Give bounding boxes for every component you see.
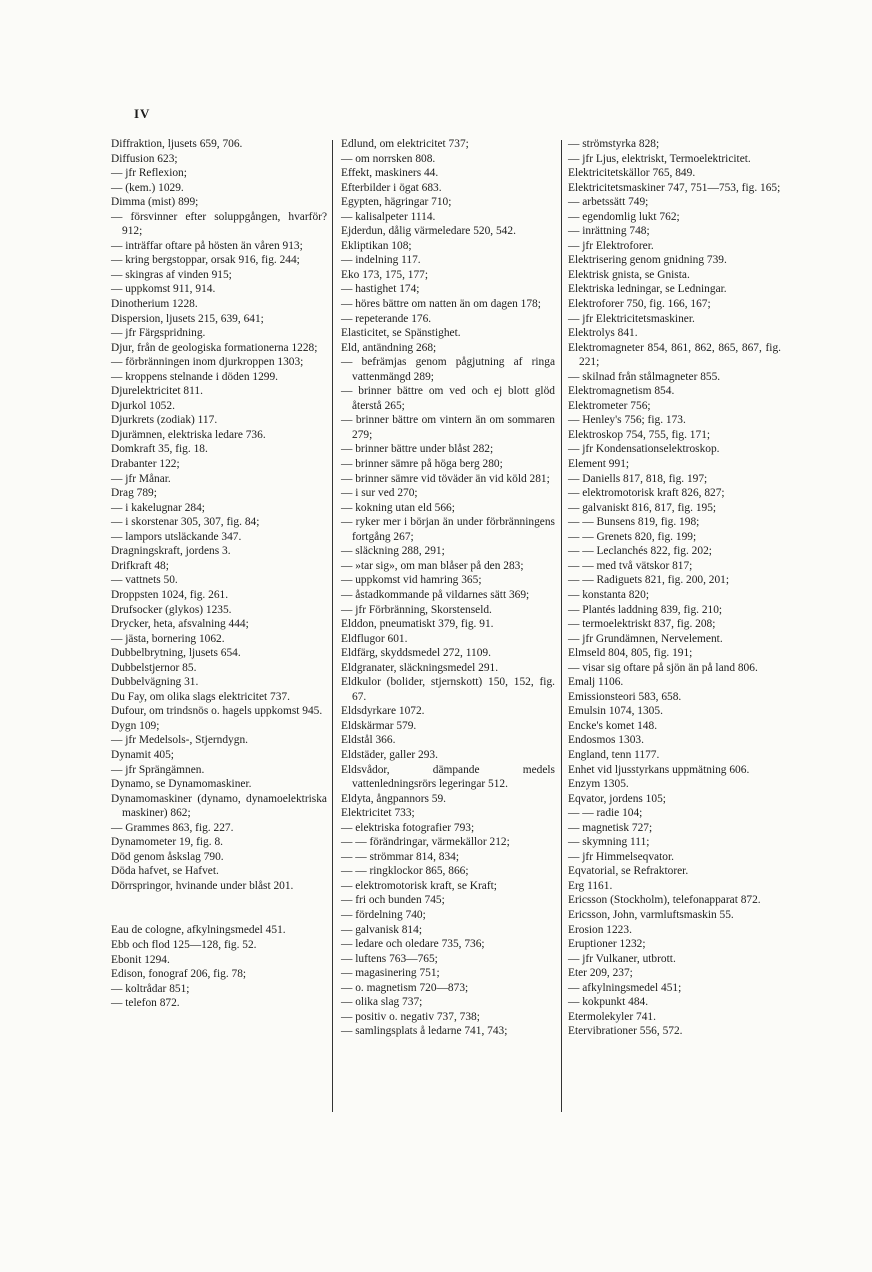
index-entry: Drufsocker (glykos) 1235. (111, 603, 232, 616)
index-entry: — kring bergstoppar, orsak 916, fig. 244; (111, 254, 300, 267)
index-entry: Eqvatorial, se Refraktorer. (568, 865, 689, 878)
index-entry: Diffraktion, ljusets 659, 706. (111, 138, 243, 150)
index-entry: — kroppens stelnande i döden 1299. (111, 370, 279, 383)
index-entry: Effekt, maskiners 44. (341, 167, 439, 180)
index-entry: — höres bättre om natten än om dagen 178; (341, 298, 541, 311)
index-entry: — brinner bättre om vintern än om sommaren 279; (341, 414, 555, 441)
index-entry: Eldsdyrkare 1072. (341, 705, 425, 718)
index-entry: — kokpunkt 484. (568, 996, 649, 1009)
index-entry: Elektrisering genom gnidning 739. (568, 254, 727, 267)
index-entry: — jfr Månar. (111, 472, 171, 485)
index-entry: England, tenn 1177. (568, 748, 660, 761)
index-entry: Emulsin 1074, 1305. (568, 705, 663, 718)
index-entry: Enzym 1305. (568, 778, 629, 791)
column-rule (561, 140, 562, 1112)
index-entry: — galvaniskt 816, 817, fig. 195; (568, 501, 717, 514)
index-entry: Enhet vid ljusstyrkans uppmätning 606. (568, 763, 750, 776)
index-entry: — förbränningen inom djurkroppen 1303; (111, 356, 304, 369)
index-entry: — jfr Reflexion; (111, 167, 187, 180)
index-entry: — magnetisk 727; (568, 821, 653, 834)
index-entry: — »tar sig», om man blåser på den 283; (341, 559, 524, 572)
index-entry: — fördelning 740; (341, 908, 426, 921)
index-entry: — inträffar oftare på hösten än våren 913; (111, 239, 303, 252)
index-entry: — befrämjas genom pågjutning af ringa vattenmängd 289; (341, 356, 555, 383)
index-entry: — repeterande 176. (341, 312, 432, 325)
index-entry: Eldyta, ångpannors 59. (341, 792, 447, 805)
index-entry: Elektromagneter 854, 861, 862, 865, 867, fig. 221; (568, 341, 781, 369)
index-entry: Drifkraft 48; (111, 559, 169, 572)
index-entry: — hastighet 174; (341, 283, 420, 296)
index-entry: — — Radiguets 821, fig. 200, 201; (568, 574, 730, 587)
index-entry: — vattnets 50. (111, 574, 178, 587)
index-entry: Dörrspringor, hvinande under blåst 201. (111, 879, 294, 892)
index-entry: Eau de cologne, afkylningsmedel 451. (111, 924, 286, 937)
index-entry: — brinner bättre under blåst 282; (341, 443, 494, 456)
index-entry: Dygn 109; (111, 719, 160, 732)
index-entry: Elektrometer 756; (568, 399, 651, 412)
index-entry: — konstanta 820; (568, 588, 649, 601)
index-entry: Eld, antändning 268; (341, 341, 437, 354)
index-entry: Elektricitetskällor 765, 849. (568, 167, 696, 180)
index-entry: Dimma (mist) 899; (111, 196, 199, 209)
index-entry: Edlund, om elektricitet 737; (341, 138, 469, 150)
index-entry: Elektrisk gnista, se Gnista. (568, 268, 690, 281)
index-entry: — brinner bättre om ved och ej blott glöd återstå 265; (341, 385, 555, 412)
index-entry: Elasticitet, se Spänstighet. (341, 327, 461, 340)
index-entry: — uppkomst vid hamring 365; (341, 574, 482, 587)
index-entry: Ebb och flod 125—128, fig. 52. (111, 938, 257, 951)
index-entry: — — strömmar 814, 834; (341, 850, 460, 863)
index-entry: — galvanisk 814; (341, 923, 422, 936)
index-entry: — skymning 111; (568, 836, 650, 849)
index-entry: — brinner sämre på höga berg 280; (341, 458, 503, 471)
index-entry: — Plantés laddning 839, fig. 210; (568, 603, 723, 616)
index-entry: Dubbelvägning 31. (111, 676, 199, 689)
index-entry: Ekliptikan 108; (341, 239, 412, 252)
index-entry: — afkylningsmedel 451; (568, 981, 682, 994)
index-entry: — egendomlig lukt 762; (568, 210, 680, 223)
index-entry: Efterbilder i ögat 683. (341, 181, 442, 194)
index-entry: Ericsson (Stockholm), telefonapparat 872. (568, 894, 761, 907)
index-entry: Eldflugor 601. (341, 632, 408, 645)
index-entry: — o. magnetism 720—873; (341, 981, 469, 994)
index-entry: — jfr Elektroforer. (568, 239, 654, 252)
index-entry: — skingras af vinden 915; (111, 268, 232, 281)
index-entry: — jfr Förbränning, Skorstenseld. (341, 603, 492, 616)
index-entry: — magasinering 751; (341, 967, 440, 980)
index-entry: Etermolekyler 741. (568, 1010, 656, 1023)
index-entry: — positiv o. negativ 737, 738; (341, 1010, 480, 1023)
index-entry: — om norrsken 808. (341, 152, 436, 165)
index-entry: Elektricitet 733; (341, 807, 415, 820)
index-entry: — arbetssätt 749; (568, 196, 649, 209)
index-entry: — elektromotorisk kraft, se Kraft; (341, 879, 497, 892)
index-entry: Eter 209, 237; (568, 967, 633, 980)
index-entry: — jfr Elektricitetsmaskiner. (568, 312, 695, 325)
index-entry: — jfr Ljus, elektriskt, Termoelektricitet. (568, 152, 751, 165)
index-entry: — jfr Grundämnen, Nervelement. (568, 632, 723, 645)
index-column-3 (568, 137, 781, 1039)
index-entry: — luftens 763—765; (341, 952, 438, 965)
index-entry: Elddon, pneumatiskt 379, fig. 91. (341, 618, 494, 631)
index-entry: Djurämnen, elektriska ledare 736. (111, 428, 266, 441)
index-entry: Elektrolys 841. (568, 327, 638, 340)
index-entry: — — med två vätskor 817; (568, 559, 693, 572)
index-entry: Eldfärg, skyddsmedel 272, 1109. (341, 647, 491, 660)
index-entry: Etervibrationer 556, 572. (568, 1025, 683, 1038)
index-entry: Drag 789; (111, 487, 157, 500)
index-entry: — termoelektriskt 837, fig. 208; (568, 618, 716, 631)
index-entry: — släckning 288, 291; (341, 545, 445, 558)
index-entry: — indelning 117. (341, 254, 421, 267)
index-entry: Dubbelstjernor 85. (111, 661, 197, 674)
index-entry: Diffusion 623; (111, 152, 178, 165)
index-entry: — samlingsplats å ledarne 741, 743; (341, 1025, 508, 1038)
column-rule (332, 140, 333, 1112)
index-entry: Domkraft 35, fig. 18. (111, 443, 208, 456)
index-entry: Djur, från de geologiska formationerna 1228; (111, 341, 318, 354)
index-entry: — jfr Sprängämnen. (111, 763, 205, 776)
index-entry: — koltrådar 851; (111, 982, 190, 995)
index-entry: — Daniells 817, 818, fig. 197; (568, 472, 708, 485)
index-column-2 (341, 137, 555, 1039)
index-entry: Ericsson, John, varmluftsmaskin 55. (568, 908, 734, 921)
index-entry: — åstadkommande på vildarnes sätt 369; (341, 588, 530, 601)
index-entry: Dispersion, ljusets 215, 639, 641; (111, 312, 264, 325)
index-entry: Djurkrets (zodiak) 117. (111, 414, 218, 427)
index-entry: Dragningskraft, jordens 3. (111, 545, 231, 558)
index-entry: — jfr Vulkaner, utbrott. (568, 952, 676, 965)
index-entry: Djurelektricitet 811. (111, 385, 203, 398)
index-column-1 (111, 137, 327, 1011)
index-entry: Dynamometer 19, fig. 8. (111, 836, 223, 849)
index-entry: — telefon 872. (111, 997, 180, 1010)
index-entry: Endosmos 1303. (568, 734, 644, 747)
index-entry: Erg 1161. (568, 879, 613, 892)
index-entry: — visar sig oftare på sjön än på land 806. (568, 661, 758, 674)
index-entry: Eqvator, jordens 105; (568, 792, 666, 805)
index-entry: Dinotherium 1228. (111, 298, 198, 311)
index-entry: Elmseld 804, 805, fig. 191; (568, 647, 693, 660)
index-entry: — lampors utsläckande 347. (111, 530, 242, 543)
index-entry: — Henley's 756; fig. 173. (568, 414, 686, 427)
index-entry: Elektromagnetism 854. (568, 385, 675, 398)
index-entry: Ebonit 1294. (111, 953, 170, 966)
index-entry: — försvinner efter soluppgången, hvarför? 912; (111, 210, 327, 238)
index-entry: Egypten, hägringar 710; (341, 196, 452, 209)
index-entry: — — Grenets 820, fig. 199; (568, 530, 697, 543)
index-entry: — elektriska fotografier 793; (341, 821, 475, 834)
index-entry: — — Leclanchés 822, fig. 202; (568, 545, 712, 558)
index-entry: — i kakelugnar 284; (111, 501, 205, 514)
index-entry: — — Bunsens 819, fig. 198; (568, 516, 700, 529)
index-entry: Eldkulor (bolider, stjernskott) 150, 152, fig. 67. (341, 676, 555, 703)
page-number: IV (134, 106, 151, 121)
index-entry: — kokning utan eld 566; (341, 501, 455, 514)
index-entry: Eldgranater, släckningsmedel 291. (341, 661, 499, 674)
index-entry: Du Fay, om olika slags elektricitet 737. (111, 690, 290, 703)
index-entry: — jfr Kondensationselektroskop. (568, 443, 720, 456)
index-entry: Dynamo, se Dynamomaskiner. (111, 778, 252, 791)
index-entry: — jfr Färgspridning. (111, 327, 206, 340)
index-entry: — i sur ved 270; (341, 487, 418, 500)
index-entry: Eko 173, 175, 177; (341, 268, 429, 281)
index-entry: — — ringklockor 865, 866; (341, 865, 469, 878)
index-entry: Dufour, om trindsnös o. hagels uppkomst 945. (111, 705, 323, 718)
index-entry: — — radie 104; (568, 807, 643, 820)
index-entry: Element 991; (568, 458, 630, 471)
index-entry: — olika slag 737; (341, 996, 423, 1009)
index-entry: Döda hafvet, se Hafvet. (111, 865, 219, 878)
index-entry: — ledare och oledare 735, 736; (341, 938, 485, 951)
index-entry: — elektromotorisk kraft 826, 827; (568, 487, 725, 500)
index-entry: Dubbelbrytning, ljusets 654. (111, 647, 241, 660)
index-entry: Eruptioner 1232; (568, 938, 646, 951)
index-entry: — jästa, bornering 1062. (111, 632, 225, 645)
index-entry: Edison, fonograf 206, fig. 78; (111, 968, 247, 981)
index-entry: — Grammes 863, fig. 227. (111, 821, 234, 834)
index-entry: — jfr Medelsols-, Stjerndygn. (111, 734, 248, 747)
index-entry: — inrättning 748; (568, 225, 650, 238)
index-entry: Dynamit 405; (111, 748, 174, 761)
index-entry: Eldstål 366. (341, 734, 396, 747)
index-entry: Erosion 1223. (568, 923, 632, 936)
index-entry: — jfr Himmelseqvator. (568, 850, 674, 863)
index-entry: — fri och bunden 745; (341, 894, 445, 907)
index-entry: Dynamomaskiner (dynamo, dynamoelektriska maskiner) 862; (111, 792, 327, 820)
index-entry: — skilnad från stålmagneter 855. (568, 370, 721, 383)
index-entry: Droppsten 1024, fig. 261. (111, 588, 229, 601)
index-entry: — strömstyrka 828; (568, 138, 660, 150)
index-entry: — ryker mer i början än under förbränningens fortgång 267; (341, 516, 555, 543)
index-entry: Elektriska ledningar, se Ledningar. (568, 283, 727, 296)
index-entry: Eldstäder, galler 293. (341, 748, 438, 761)
index-entry: Encke's komet 148. (568, 719, 658, 732)
index-entry: Elektroforer 750, fig. 166, 167; (568, 298, 711, 311)
index-entry: Eldskärmar 579. (341, 719, 417, 732)
index-entry: — (kem.) 1029. (111, 181, 184, 194)
index-entry: Djurkol 1052. (111, 399, 175, 412)
index-entry: Död genom åskslag 790. (111, 850, 224, 863)
section-gap (111, 893, 327, 923)
index-entry: — i skorstenar 305, 307, fig. 84; (111, 516, 260, 529)
index-entry: Drycker, heta, afsvalning 444; (111, 618, 249, 631)
index-entry: Emissionsteori 583, 658. (568, 690, 682, 703)
index-entry: — brinner sämre vid töväder än vid köld 281; (341, 472, 550, 485)
index-entry: Eldsvådor, dämpande medels vattenledningsrörs legeringar 512. (341, 763, 555, 791)
index-entry: Ejderdun, dålig värmeledare 520, 542. (341, 225, 516, 238)
index-entry: — uppkomst 911, 914. (111, 283, 216, 296)
index-entry: Drabanter 122; (111, 458, 180, 471)
index-entry: — — förändringar, värmekällor 212; (341, 836, 510, 849)
index-entry: Elektricitetsmaskiner 747, 751—753, fig. 165; (568, 181, 781, 194)
index-entry: Elektroskop 754, 755, fig. 171; (568, 428, 711, 441)
index-entry: — kalisalpeter 1114. (341, 210, 436, 223)
index-entry: Emalj 1106. (568, 676, 624, 689)
